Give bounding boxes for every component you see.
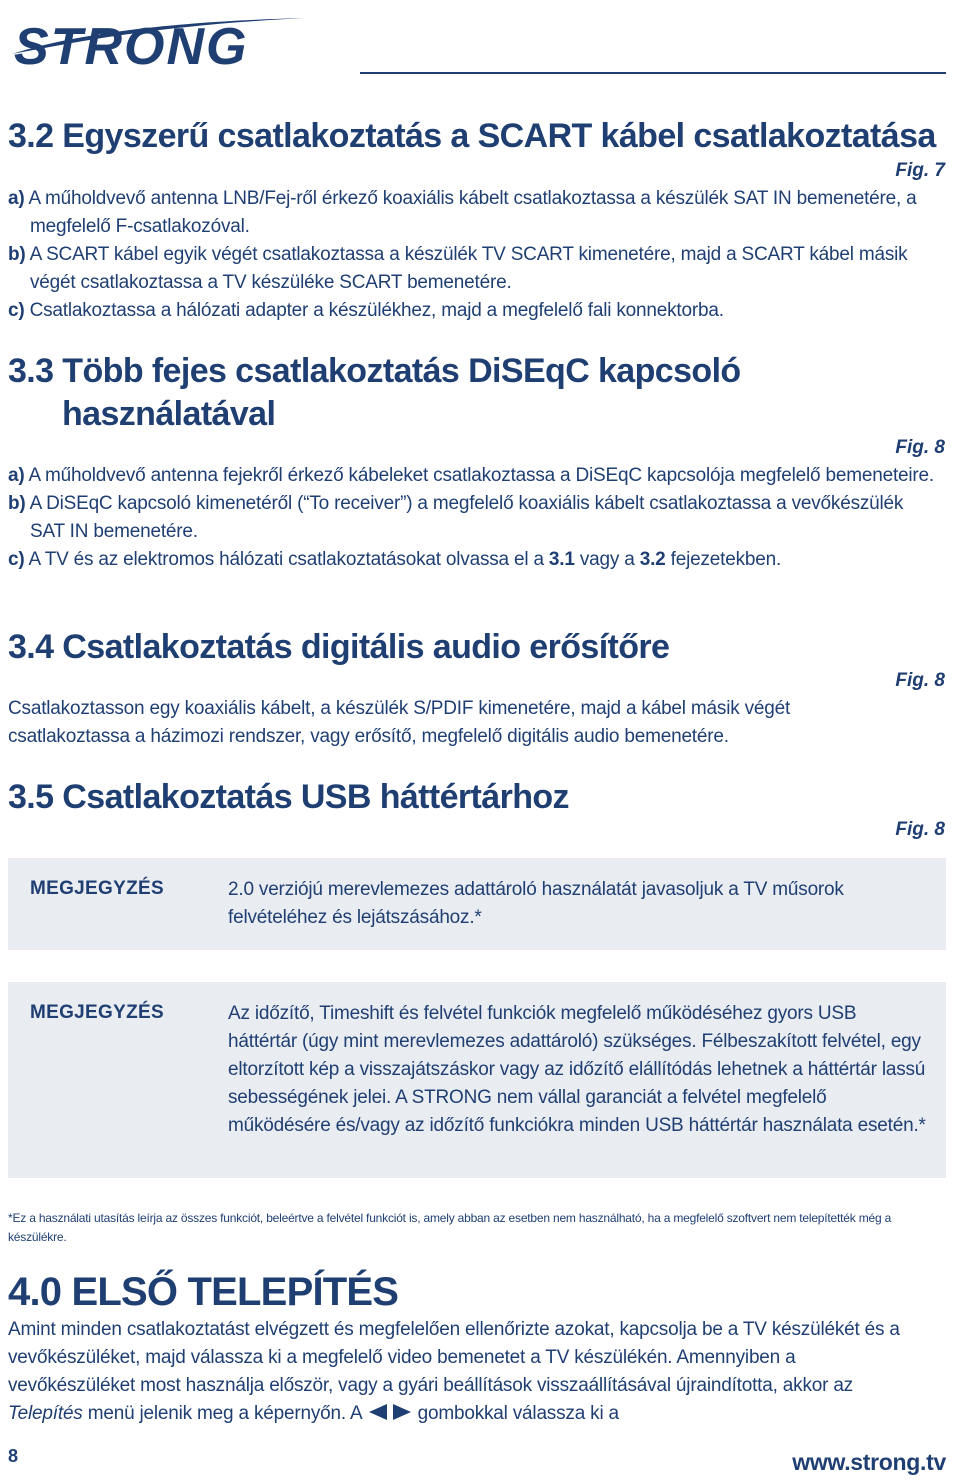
- section-3-5-title: 3.5 Csatlakoztatás USB háttértárhoz: [8, 778, 569, 816]
- section-3-4-title: 3.4 Csatlakoztatás digitális audio erősítőre: [8, 628, 670, 666]
- section-3-4-text: Csatlakoztasson egy koaxiális kábelt, a készülék S/PDIF kimenetére, majd a kábel másik végét csatlakoztassa a házimozi rendszer, vagy erősítő, megfelelő digitális audio bemenetére.: [8, 698, 791, 747]
- list-item: c) Csatlakoztassa a hálózati adapter a készülékhez, majd a megfelelő fali konnektorba.: [8, 300, 724, 321]
- note-label: MEGJEGYZÉS: [30, 878, 164, 899]
- logo-text: STRONG: [14, 18, 249, 70]
- section-4-0-title: 4.0 ELSŐ TELEPÍTÉS: [8, 1270, 399, 1314]
- list-item: b) A SCART kábel egyik végét csatlakoztassa a készülék TV SCART kimenetére, majd a SCART kábel másik végét csatlakoztassa a TV készüléke SCART bemenetére.: [8, 244, 908, 293]
- note-box: [8, 982, 946, 1178]
- list-item: a) A műholdvevő antenna fejekről érkező kábeleket csatlakoztassa a DiSEqC kapcsolója megfelelő bemeneteire.: [8, 465, 934, 486]
- left-right-arrows-icon: [367, 1403, 413, 1421]
- note-label: MEGJEGYZÉS: [30, 1002, 164, 1023]
- list-item: a) A műholdvevő antenna LNB/Fej-ről érkező koaxiális kábelt csatlakoztassa a készülék SAT IN bemenetére, a megfelelő F-csatlakozóval.: [8, 188, 917, 237]
- note-text: 2.0 verziójú merevlemezes adattároló használatát javasoljuk a TV műsorok felvételéhez és lejátszásához.*: [228, 879, 844, 928]
- list-item: b) A DiSEqC kapcsoló kimenetéről (“To receiver”) a megfelelő koaxiális kábelt csatlakoztassa a vevőkészülék SAT IN bemenetére.: [8, 493, 904, 542]
- section-3-2-list: [8, 185, 938, 325]
- note-text: Az időzítő, Timeshift és felvétel funkciók megfelelő működéséhez gyors USB háttértár (úgy mint merevlemezes adattároló) szükséges. Félbeszakított felvétel, egy eltorzított kép a visszajátszáskor vagy az időzítő elállítódás lehetnek a háttértár lassú sebességének jelei. A STRONG nem vállal garanciát a felvétel megfelelő működésére és/vagy az időzítő funkciókra minden USB háttértár használata esetén.*: [228, 1003, 926, 1136]
- fig-ref-3-3: Fig. 8: [895, 437, 945, 458]
- note-box: [8, 858, 946, 950]
- fig-ref-3-4: Fig. 8: [895, 670, 945, 691]
- website-url: www.strong.tv: [792, 1449, 946, 1475]
- section-3-3-list: [8, 462, 938, 574]
- section-3-3-title: 3.3 Több fejes csatlakoztatás DiSEqC kapcsoló használatával: [8, 352, 741, 433]
- footnote: *Ez a használati utasítás leírja az összes funkciót, beleértve a felvétel funkciót is, amely abban az esetben nem használható, ha a megfelelő szoftvert nem telepítették még a készülékre.: [8, 1211, 892, 1244]
- fig-ref-3-2: Fig. 7: [895, 160, 945, 181]
- section-3-2-title: 3.2 Egyszerű csatlakoztatás a SCART kábel csatlakoztatása: [8, 117, 936, 155]
- list-item: c) A TV és az elektromos hálózati csatlakoztatásokat olvassa el a 3.1 vagy a 3.2 fejezetekben.: [8, 549, 782, 570]
- fig-ref-3-5: Fig. 8: [895, 819, 945, 840]
- section-4-0-text: Amint minden csatlakoztatást elvégzett és megfelelően ellenőrizte azokat, kapcsolja be a TV készülékét és a vevőkészüléket, majd válassza ki a megfelelő video bemenetet a TV készülékén. Amennyiben a vevőkészüléket most használja először, vagy a gyári beállítások visszaállításával újraindította, akkor az Telepítés menü jelenik meg a képernyőn. A gombokkal válassza ki a: [8, 1319, 900, 1424]
- header-rule: [360, 72, 946, 74]
- strong-logo: [8, 8, 308, 70]
- page-number: 8: [8, 1446, 19, 1466]
